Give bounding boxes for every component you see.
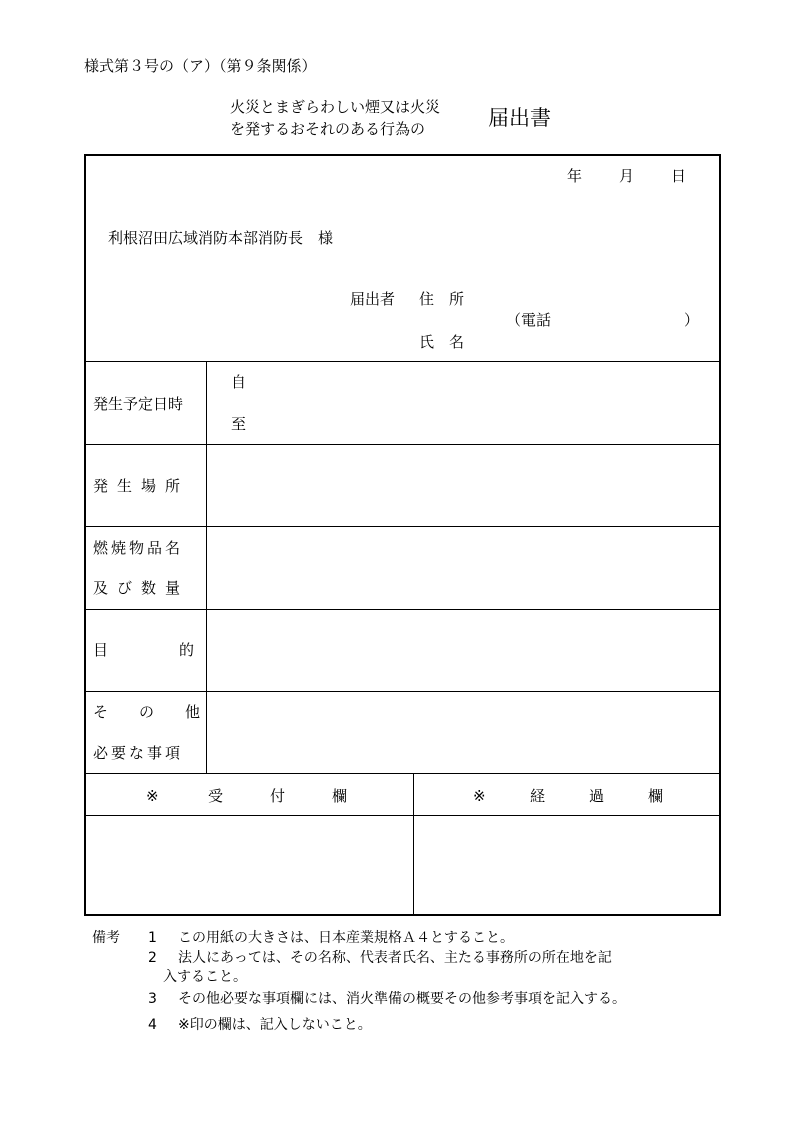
document-title: 届出書 (488, 106, 551, 130)
date-year: 年 (567, 167, 583, 185)
row-label-other-1: その他 (93, 703, 232, 721)
row-label-purpose: 目的 (93, 641, 266, 659)
reception-label: 受付欄 (208, 787, 395, 805)
note-2-number: 2 (148, 950, 157, 966)
row-label-other-2: 必要な事項 (93, 744, 184, 762)
date-month: 月 (619, 167, 635, 185)
note-3-number: 3 (148, 991, 157, 1007)
notes-heading: 備考 (92, 930, 120, 946)
note-3-text: その他必要な事項欄には、消火準備の概要その他参考事項を記入する。 (178, 991, 626, 1007)
progress-mark: ※ (473, 787, 486, 805)
title-line-1: 火災とまぎらわしい煙又は火災 (230, 98, 441, 116)
row-label-place: 発生場所 (93, 477, 190, 495)
reception-mark: ※ (146, 787, 159, 805)
addressee: 利根沼田広域消防本部消防長 様 (108, 229, 334, 247)
note-4-number: 4 (148, 1017, 157, 1033)
applicant-name-label: 氏 名 (419, 333, 465, 351)
date-day: 日 (671, 167, 687, 185)
datetime-to: 至 (231, 415, 247, 433)
progress-label: 経過欄 (530, 787, 708, 805)
applicant-label: 届出者 (350, 290, 396, 308)
title-line-2: を発するおそれのある行為の (230, 120, 426, 138)
note-2-continuation: 入すること。 (163, 969, 247, 985)
note-4-text: ※印の欄は、記入しないこと。 (178, 1017, 372, 1033)
note-1-text: この用紙の大きさは、日本産業規格Ａ４とすること。 (178, 930, 514, 946)
note-1-number: 1 (148, 930, 157, 946)
note-2-text: 法人にあっては、その名称、代表者氏名、主たる事務所の所在地を記 (178, 950, 612, 966)
datetime-from: 自 (231, 373, 247, 391)
form-number: 様式第３号の（ア）（第９条関係） (84, 57, 317, 75)
row-label-datetime: 発生予定日時 (93, 395, 184, 413)
row-label-material-2: 及び数量 (93, 579, 190, 597)
row-label-material-1: 燃焼物品名 (93, 539, 184, 557)
applicant-phone-open: （電話 (506, 311, 552, 329)
applicant-address-label: 住 所 (419, 290, 465, 308)
applicant-phone-close: ） (684, 311, 700, 329)
